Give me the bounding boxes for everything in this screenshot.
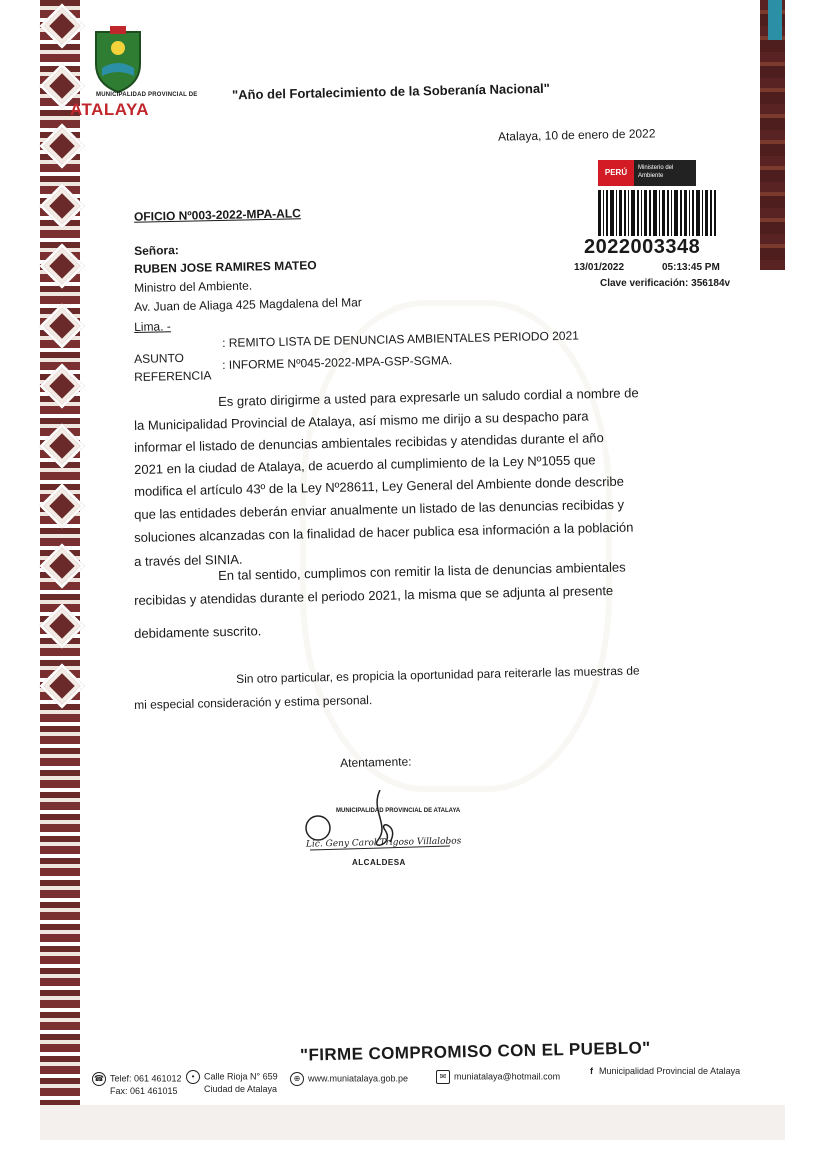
envelope-icon: ✉ (436, 1070, 450, 1084)
letter-date: Atalaya, 10 de enero de 2022 (497, 126, 656, 144)
ministry-badge (598, 160, 696, 186)
border-diamond (39, 543, 84, 588)
paragraph1-line: Es grato dirigirme a usted para expresarle un saludo cordial a nombre de (218, 385, 639, 409)
paragraph1-line: que las entidades deberán enviar anualmente un listado de las denuncias recibidas y (134, 496, 625, 522)
border-diamond (39, 3, 84, 48)
address-line2: Ciudad de Atalaya (204, 1084, 278, 1094)
email-text[interactable]: muniatalaya@hotmail.com (454, 1071, 561, 1082)
decorative-right-accent (768, 0, 782, 40)
closing: Atentamente: (340, 754, 412, 770)
paragraph1-line: la Municipalidad Provincial de Atalaya, así mismo me dirijo a su despacho para (134, 408, 589, 433)
recipient-city: Lima. - (134, 319, 171, 334)
facebook-icon: f (590, 1066, 593, 1076)
ministry-label: Ministerio del Ambiente (638, 165, 674, 179)
fax-text: Fax: 061 461015 (110, 1086, 178, 1096)
seal-text: MUNICIPALIDAD PROVINCIAL DE ATALAYA (336, 808, 461, 814)
paragraph1-line: informar el listado de denuncias ambientales recibidas y atendidas durante el año (134, 430, 604, 455)
reference-value: : INFORME Nº045-2022-MPA-GSP-SGMA. (222, 353, 453, 372)
border-diamond (39, 603, 84, 648)
salutation: Señora: (134, 243, 179, 258)
footer-website[interactable] (290, 1072, 408, 1086)
address-line1: Calle Rioja N° 659 (204, 1071, 278, 1082)
facebook-text[interactable]: Municipalidad Provincial de Atalaya (599, 1066, 741, 1076)
peru-label: PERÚ (598, 160, 634, 186)
location-pin-icon: • (186, 1070, 200, 1084)
paragraph3-line: mi especial consideración y estima personal. (134, 693, 373, 712)
border-diamond (39, 423, 84, 468)
footer-address (186, 1070, 278, 1095)
subject-value: : REMITO LISTA DE DENUNCIAS AMBIENTALES PERIODO 2021 (222, 328, 579, 350)
registration-time: 05:13:45 PM (662, 262, 720, 273)
reception-stamp (574, 160, 754, 290)
decorative-right-border (760, 0, 785, 270)
border-diamond (39, 243, 84, 288)
paragraph2-line: recibidas y atendidas durante el periodo 2021, la misma que se adjunta al presente (134, 582, 614, 608)
website-text[interactable]: www.muniatalaya.gob.pe (308, 1073, 409, 1084)
decorative-left-border (40, 0, 80, 1140)
paragraph2-line: debidamente suscrito. (134, 623, 262, 641)
registration-date: 13/01/2022 (574, 262, 625, 273)
verification-code: Clave verificación: 356184v (600, 278, 731, 289)
phone-text: Telef: 061 461012 (110, 1073, 182, 1084)
paragraph1-line: a través del SINIA. (134, 551, 243, 569)
year-motto: "Año del Fortalecimiento de la Soberanía Nacional" (231, 80, 551, 103)
footer-email[interactable] (436, 1070, 560, 1084)
logo-municipality-label: MUNICIPALIDAD PROVINCIAL DE (96, 92, 198, 98)
registration-number: 2022003348 (584, 236, 701, 258)
recipient-address: Av. Juan de Aliaga 425 Magdalena del Mar (134, 295, 362, 314)
signatory-title: ALCALDESA (352, 858, 406, 867)
watermark-seal (300, 300, 612, 792)
border-diamond (39, 303, 84, 348)
barcode (598, 190, 716, 236)
paragraph1-line: soluciones alcanzadas con la finalidad de hacer publica esa información a la población (134, 519, 634, 545)
recipient-title: Ministro del Ambiente. (134, 278, 253, 295)
paragraph2-line: En tal sentido, cumplimos con remitir la lista de denuncias ambientales (218, 559, 626, 583)
footer-facebook[interactable] (590, 1066, 740, 1077)
paragraph3-line: Sin otro particular, es propicia la oportunidad para reiterarle las muestras de (236, 663, 640, 686)
footer-motto: "FIRME COMPROMISO CON EL PUEBLO" (299, 1038, 651, 1065)
phone-icon: ☎ (92, 1072, 106, 1086)
recipient-name: RUBEN JOSE RAMIRES MATEO (134, 258, 317, 276)
border-diamond (39, 483, 84, 528)
border-diamond (39, 183, 84, 228)
paragraph1-line: 2021 en la ciudad de Atalaya, de acuerdo al cumplimiento de la Ley Nº1055 que (134, 452, 596, 477)
signatory-name: Lic. Geny Carol Trigoso Villalobos (305, 836, 462, 850)
globe-icon: ⊕ (290, 1072, 304, 1086)
office-reference: OFICIO Nº003-2022-MPA-ALC (133, 206, 301, 224)
paragraph1-line: modifica el artículo 43º de la Ley Nº28611, Ley General del Ambiente donde describe (134, 473, 625, 499)
reference-label: REFERENCIA (134, 368, 212, 384)
subject-label: ASUNTO (134, 350, 185, 366)
footer-phone (92, 1072, 182, 1097)
border-diamond (39, 123, 84, 168)
logo-municipality-name: ATALAYA (70, 100, 150, 119)
municipality-shield-logo (88, 24, 148, 94)
border-diamond (39, 363, 84, 408)
border-diamond (39, 663, 84, 708)
bottom-strip (40, 1105, 785, 1140)
